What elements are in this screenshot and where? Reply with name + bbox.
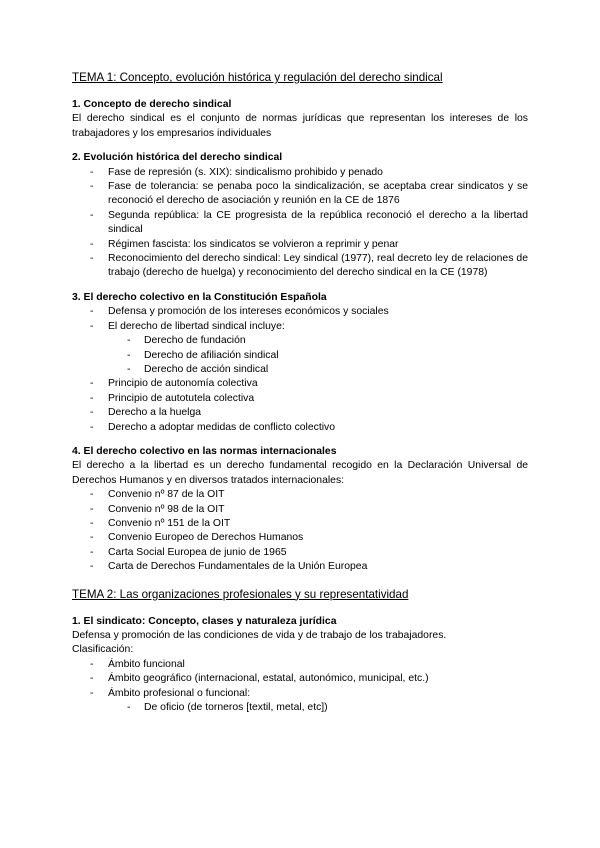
section-4-heading: 4. El derecho colectivo en las normas internacionales bbox=[72, 445, 337, 457]
section-5-text: Defensa y promoción de las condiciones de vida y de trabajo de los trabajadores. bbox=[72, 630, 447, 641]
list-item: - Reconocimiento del derecho sindical: Ley sindical (1977), real decreto ley de relaciones de trabajo (derecho de huelga) y reconocimiento del derecho sindical en la CE (1978) bbox=[90, 253, 528, 279]
list-item: - Principio de autonomía colectiva bbox=[90, 378, 258, 390]
section-3-list bbox=[72, 305, 528, 435]
list-item: - Convenio nº 151 de la OIT bbox=[90, 517, 231, 529]
tema-2-title: TEMA 2: Las organizaciones profesionales y su representatividad bbox=[72, 587, 409, 601]
section-1-text: El derecho sindical es el conjunto de normas jurídicas que representan los intereses de los trabajadores y los empresarios individuales bbox=[72, 113, 528, 139]
list-item: - Derecho a la huelga bbox=[90, 407, 202, 419]
sublist-item: - Derecho de afiliación sindical bbox=[127, 349, 279, 361]
sublist-item: - Derecho de acción sindical bbox=[127, 363, 269, 375]
section-4-text: El derecho a la libertad es un derecho fundamental recogido en la Declaración Universal de Derechos Humanos y en diversos tratados internacionales: bbox=[72, 460, 528, 486]
list-item: - Convenio nº 98 de la OIT bbox=[90, 503, 225, 515]
classification-label: Clasificación: bbox=[72, 644, 134, 656]
section-1-heading: 1. Concepto de derecho sindical bbox=[72, 99, 232, 110]
list-item: - Derecho a adoptar medidas de conflicto colectivo bbox=[90, 421, 335, 433]
section-3-heading: 3. El derecho colectivo en la Constitución Española bbox=[72, 291, 327, 303]
list-item: - Fase de tolerancia: se penaba poco la sindicalización, se aceptaba crear sindicatos y se reconoció el derecho de asociación y reunión en la CE de 1876 bbox=[90, 181, 528, 207]
list-item: - Defensa y promoción de los intereses económicos y sociales bbox=[90, 306, 389, 318]
list-item: - Ámbito profesional o funcional: - De oficio (de torneros [textil, metal, etc]) bbox=[72, 687, 528, 716]
list-item: - Régimen fascista: los sindicatos se volvieron a reprimir y penar bbox=[90, 238, 399, 250]
sublist-item: - De oficio (de torneros [textil, metal, etc]) bbox=[127, 702, 328, 714]
list-item: - Ámbito geográfico (internacional, estatal, autonómico, municipal, etc.) bbox=[90, 673, 429, 685]
list-item: - El derecho de libertad sindical incluye: - Derecho de fundación - Derecho de afiliación sindical - Derecho de acción sindical bbox=[72, 320, 528, 378]
section-2-list bbox=[72, 166, 528, 281]
sublist-item: - Derecho de fundación bbox=[127, 335, 246, 347]
list-item: - Carta de Derechos Fundamentales de la Unión Europea bbox=[90, 561, 368, 573]
section-3-sublist bbox=[72, 334, 528, 377]
tema-1-title: TEMA 1: Concepto, evolución histórica y regulación del derecho sindical bbox=[72, 71, 443, 84]
list-item: - Ámbito funcional bbox=[90, 658, 185, 670]
list-item: - Fase de represión (s. XIX): sindicalismo prohibido y penado bbox=[90, 166, 383, 178]
section-5-sublist bbox=[72, 701, 528, 715]
section-2-heading: 2. Evolución histórica del derecho sindical bbox=[72, 152, 283, 164]
list-item: - Carta Social Europea de junio de 1965 bbox=[90, 546, 287, 558]
list-item: - Convenio Europeo de Derechos Humanos bbox=[90, 532, 304, 544]
list-item: - Convenio nº 87 de la OIT bbox=[90, 489, 225, 501]
list-item: - Segunda república: la CE progresista de la república reconoció el derecho a la libertad sindical bbox=[90, 209, 528, 236]
document-content bbox=[72, 70, 528, 715]
section-4-list bbox=[72, 488, 528, 574]
section-5-list bbox=[72, 658, 528, 716]
section-5-heading: 1. El sindicato: Concepto, clases y naturaleza jurídica bbox=[72, 615, 337, 627]
list-item: - Principio de autotutela colectiva bbox=[90, 392, 255, 404]
